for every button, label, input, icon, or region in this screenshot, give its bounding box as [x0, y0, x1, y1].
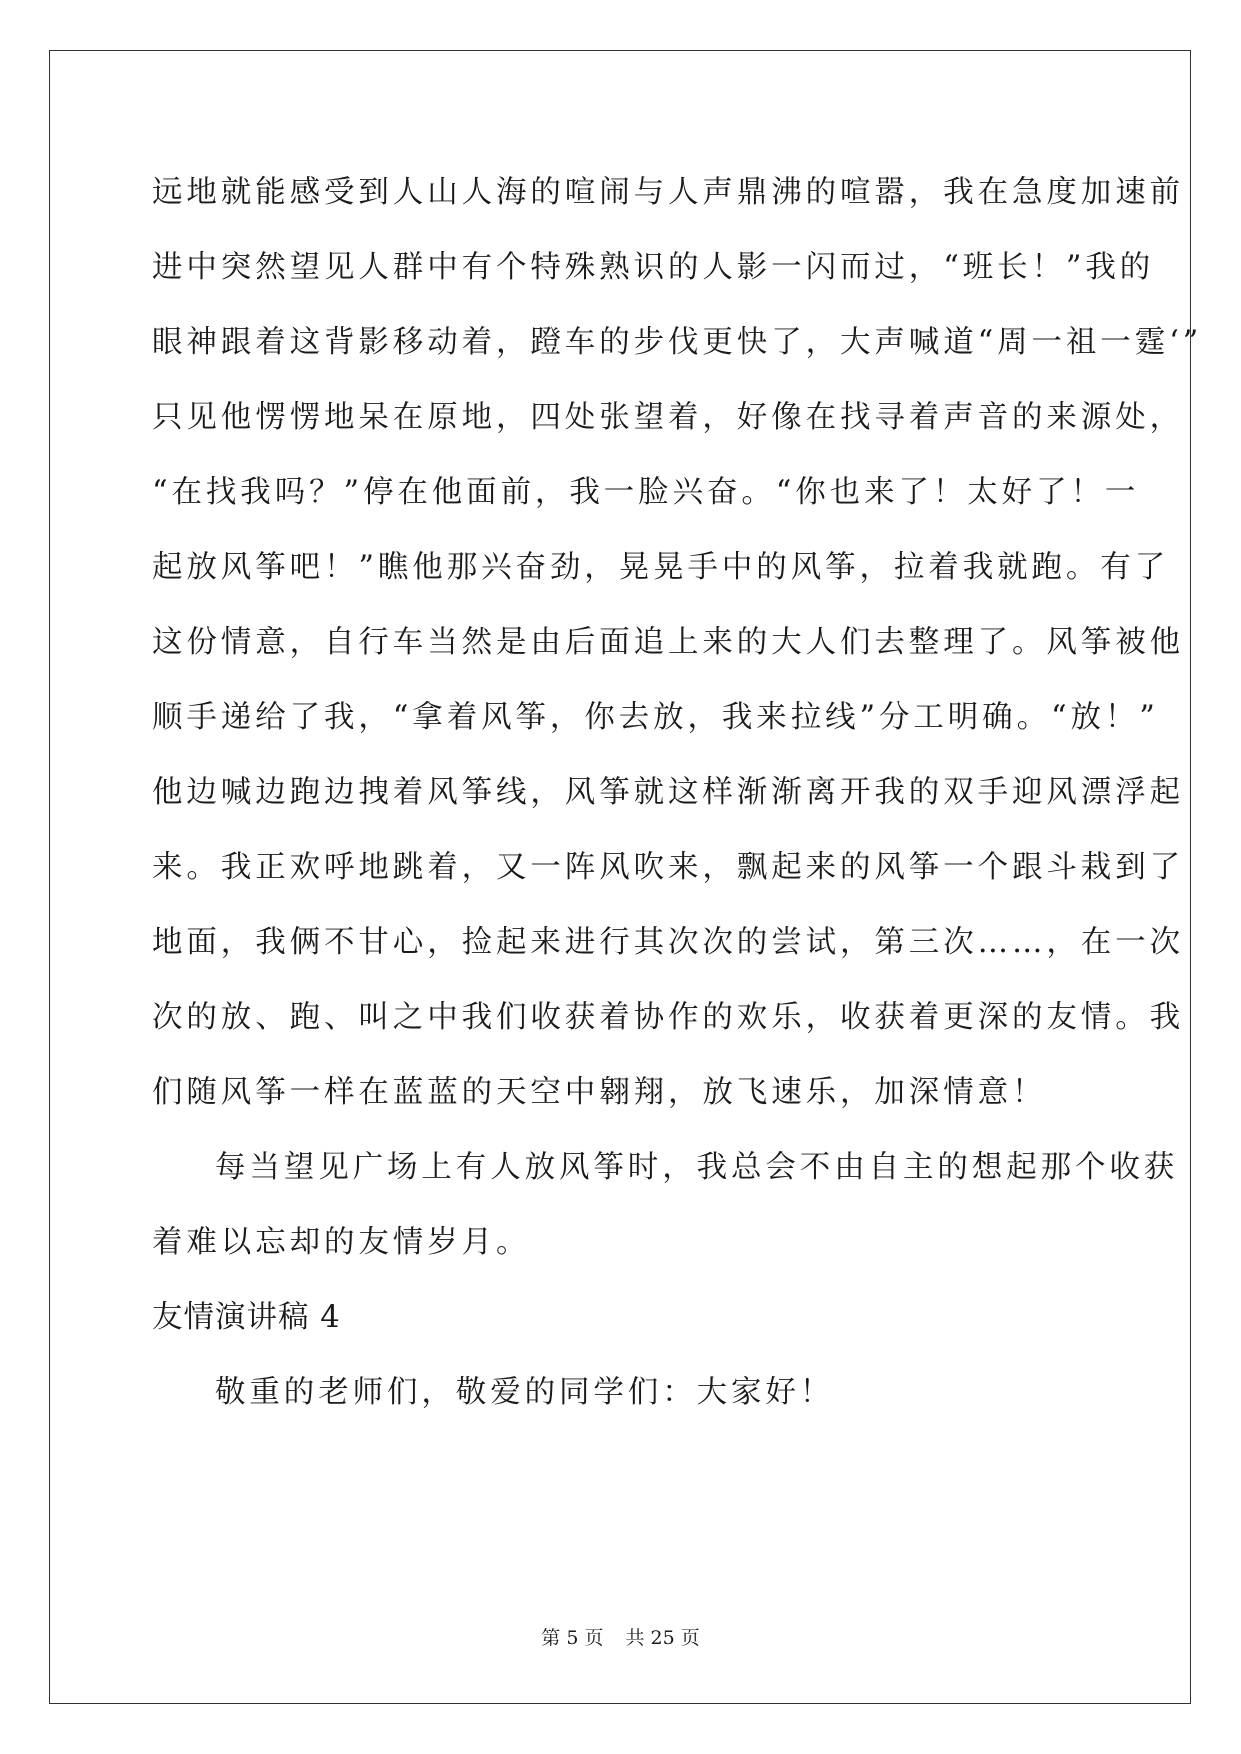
- paragraph-line: 每当望见广场上有人放风筝时，我总会不由自主的想起那个收获: [215, 1150, 1179, 1185]
- paragraph-line: “在找我吗？”停在他面前，我一脸兴奋。“你也来了！太好了！一: [152, 475, 1140, 510]
- paragraph-line: 地面，我俩不甘心，捡起来进行其次次的尝试，第三次……，在一次: [152, 925, 1184, 960]
- page-footer: [0, 1624, 1241, 1652]
- paragraph-line: 他边喊边跑边拽着风筝线，风筝就这样渐渐离开我的双手迎风漂浮起: [152, 775, 1184, 810]
- section-heading: 友情演讲稿 4: [152, 1300, 341, 1335]
- paragraph-line: 眼神跟着这背影移动着，蹬车的步伐更快了，大声喊道“周一祖一霆‘”: [152, 325, 1203, 360]
- paragraph-line: 这份情意，自行车当然是由后面追上来的大人们去整理了。风筝被他: [152, 625, 1184, 660]
- paragraph-line: 着难以忘却的友情岁月。: [152, 1225, 531, 1260]
- page-number: 第 5 页: [541, 1627, 604, 1649]
- greeting-line: 敬重的老师们，敬爱的同学们：大家好！: [215, 1375, 835, 1410]
- paragraph-line: 起放风筝吧！”瞧他那兴奋劲，晃晃手中的风筝，拉着我就跑。有了: [152, 550, 1170, 585]
- paragraph-line: 远地就能感受到人山人海的喧闹与人声鼎沸的喧嚣，我在急度加速前: [152, 175, 1184, 210]
- paragraph-line: 次的放、跑、叫之中我们收获着协作的欢乐，收获着更深的友情。我: [152, 1000, 1184, 1035]
- document-body: [152, 155, 1203, 1430]
- paragraph-line: 来。我正欢呼地跳着，又一阵风吹来，飘起来的风筝一个跟斗栽到了: [152, 850, 1184, 885]
- paragraph-line: 顺手递给了我，“拿着风筝，你去放，我来拉线”分工明确。“放！”: [152, 700, 1159, 735]
- page-total: 共 25 页: [625, 1627, 700, 1649]
- paragraph-line: 进中突然望见人群中有个特殊熟识的人影一闪而过，“班长！”我的: [152, 250, 1155, 285]
- paragraph-line: 只见他愣愣地呆在原地，四处张望着，好像在找寻着声音的来源处，: [152, 400, 1184, 435]
- paragraph-line: 们随风筝一样在蓝蓝的天空中翱翔，放飞速乐，加深情意！: [152, 1075, 1047, 1110]
